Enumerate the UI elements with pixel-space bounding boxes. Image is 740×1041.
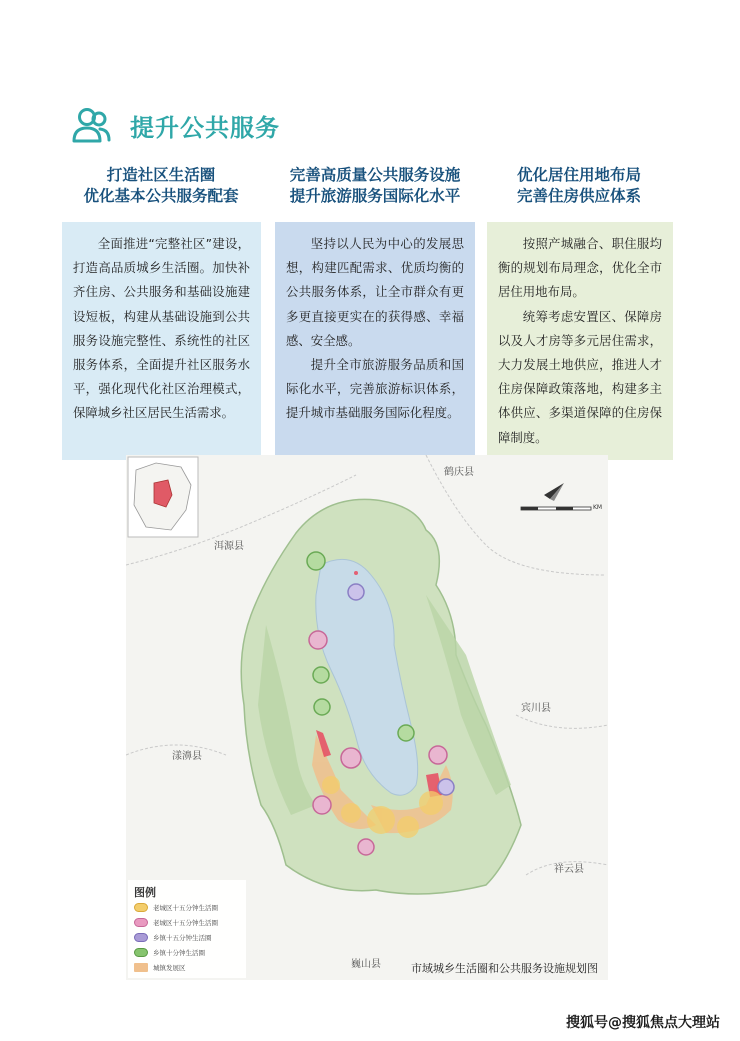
watermark: 搜狐号@搜狐焦点大理站 xyxy=(566,1015,720,1031)
column-2-heading: 完善高质量公共服务设施 提升旅游服务国际化水平 xyxy=(289,166,461,205)
column-2-text-box xyxy=(275,222,475,460)
legend-swatch xyxy=(134,903,148,912)
column-2-paragraph-1: 坚持以人民为中心的发展思想，构建匹配需求、优质均衡的公共服务体系，让全市群众有更多更直接更实在的获得感、幸福感、安全感。 xyxy=(286,236,464,348)
map-legend xyxy=(128,880,246,978)
label-yangbi: 漾濞县 xyxy=(172,751,202,762)
scale-bar xyxy=(521,507,591,510)
section-title: 提升公共服务 xyxy=(130,113,280,142)
legend-swatch xyxy=(134,918,148,927)
map-caption: 市域城乡生活圈和公共服务设施规划图 xyxy=(411,962,598,975)
legend-swatch xyxy=(134,933,148,942)
column-3-heading: 优化居住用地布局 完善住房供应体系 xyxy=(516,166,641,205)
label-binchuan: 宾川县 xyxy=(521,703,551,714)
legend-swatch xyxy=(134,963,148,972)
label-eryuan: 洱源县 xyxy=(214,541,244,552)
legend-item: 老城区十五分钟生活圈 xyxy=(134,915,240,930)
column-3-paragraph-1: 按照产城融合、职住服均衡的规划布局理念，优化全市居住用地布局。 xyxy=(498,236,662,300)
legend-swatch xyxy=(134,948,148,957)
inset-map xyxy=(128,457,198,537)
column-1-heading: 打造社区生活圈 优化基本公共服务配套 xyxy=(83,166,239,205)
section-header xyxy=(70,103,280,147)
scale-unit: KM xyxy=(593,504,603,511)
planning-map xyxy=(126,455,608,980)
column-3-text-box xyxy=(487,222,673,460)
column-1-text-box xyxy=(62,222,261,460)
label-xiangyun: 祥云县 xyxy=(554,864,584,875)
legend-item: 老城区十五分钟生活圈 xyxy=(134,900,240,915)
column-3-paragraph-2: 统筹考虑安置区、保障房以及人才房等多元居住需求，大力发展土地供应，推进人才住房保障政策落地，构建多主体供应、多渠道保障的住房保障制度。 xyxy=(498,308,662,445)
column-2-paragraph-2: 提升全市旅游服务品质和国际化水平，完善旅游标识体系，提升城市基础服务国际化程度。 xyxy=(286,357,464,421)
label-heqing: 鹤庆县 xyxy=(444,467,474,478)
legend-item: 城镇发展区 xyxy=(134,960,240,975)
legend-item: 乡镇十五分钟生活圈 xyxy=(134,930,240,945)
legend-title: 图例 xyxy=(134,886,156,899)
column-1-paragraph: 全面推进“完整社区”建设，打造高品质城乡生活圈。加快补齐住房、公共服务和基础设施建设短板，构建从基础设施到公共服务设施完整性、系统性的社区服务体系，全面提升社区服务水平，强化现代化社区治理模式，保障城乡社区居民生活需求。 xyxy=(73,236,250,421)
people-icon xyxy=(70,104,112,146)
legend-item: 乡镇十分钟生活圈 xyxy=(134,945,240,960)
label-weishan: 巍山县 xyxy=(351,959,381,970)
